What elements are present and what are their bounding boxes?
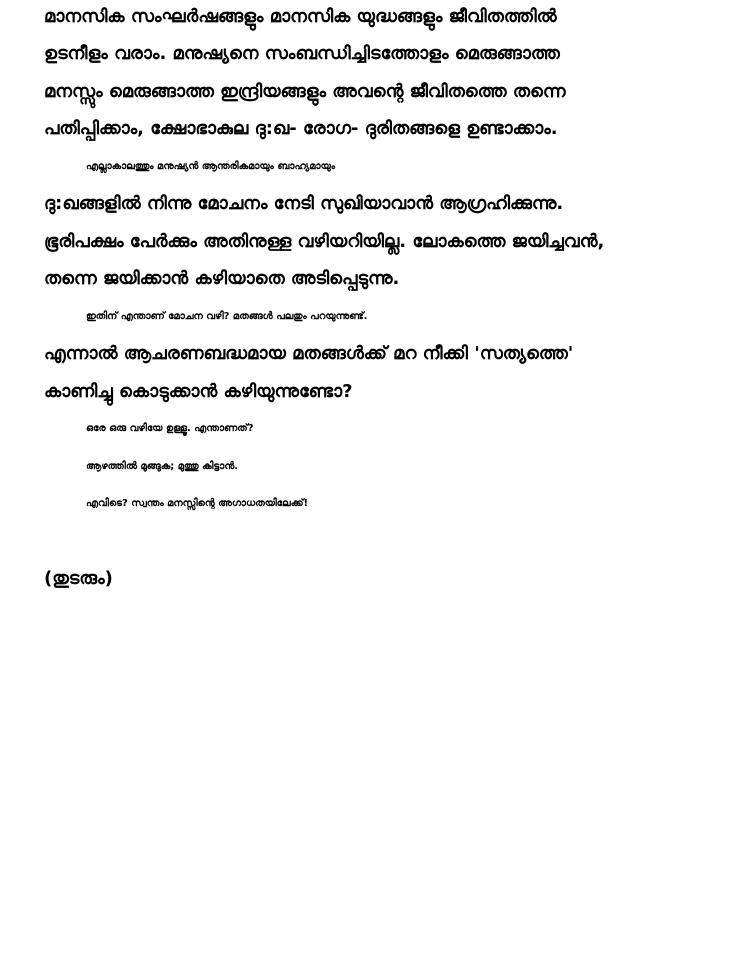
text-line-7: ഭൂരിപക്ഷം പേർക്കും അതിനുള്ള വഴിയറിയില്ല. ലോകത്തെ ജയിച്ചവൻ, <box>44 231 605 252</box>
text-line-14: എവിടെ? സ്വന്തം മനസ്സിന്റെ അഗാധതയിലേക്ക്! <box>86 498 309 509</box>
text-line-5: എല്ലാകാലത്തും മനുഷ്യൻ ആന്തരികമായും ബാഹ്യമായും <box>86 161 336 172</box>
text-line-8: തന്നെ ജയിക്കാൻ കഴിയാതെ അടിപ്പെടുന്നു. <box>44 268 400 289</box>
text-line-6: ദു:ഖങ്ങളിൽ നിന്നു മോചനം നേടി സുഖിയാവാൻ ആഗ്രഹിക്കുന്നു. <box>44 193 564 214</box>
text-line-1: മാനസിക സംഘർഷങ്ങളും മാനസിക യുദ്ധങ്ങളും ജീവിതത്തിൽ <box>44 6 557 27</box>
text-line-10: എന്നാൽ ആചരണബദ്ധമായ മതങ്ങൾക്ക് മറ നീക്കി 'സത്യത്തെ' <box>44 343 574 364</box>
text-line-13: ആഴത്തിൽ മുങ്ങുക; മുത്തു കിട്ടാൻ. <box>86 461 239 472</box>
text-line-2: ഉടനീളം വരാം. മനുഷ്യനെ സംബന്ധിച്ചിടത്തോളം മെരുങ്ങാത്ത <box>44 43 560 64</box>
text-line-11: കാണിച്ചു കൊടുക്കാൻ കഴിയുന്നുണ്ടോ? <box>44 381 353 402</box>
continued-note: (തുടരും) <box>44 568 113 589</box>
text-line-3: മനസ്സും മെരുങ്ങാത്ത ഇന്ദ്രിയങ്ങളും അവന്റെ ജീവിതത്തെ തന്നെ <box>44 81 566 102</box>
text-line-9: ഇതിന് എന്താണ് മോചന വഴി? മതങ്ങൾ പലതും പറയുന്നുണ്ട്. <box>86 311 368 322</box>
text-line-4: പതിപ്പിക്കാം, ക്ഷോഭാകുല ദു:ഖ- രോഗ- ദുരിതങ്ങളെ ഉണ്ടാക്കാം. <box>44 118 558 139</box>
text-line-12: ഒരേ ഒരു വഴിയേ ഉള്ളൂ. എന്താണത്? <box>86 423 254 434</box>
